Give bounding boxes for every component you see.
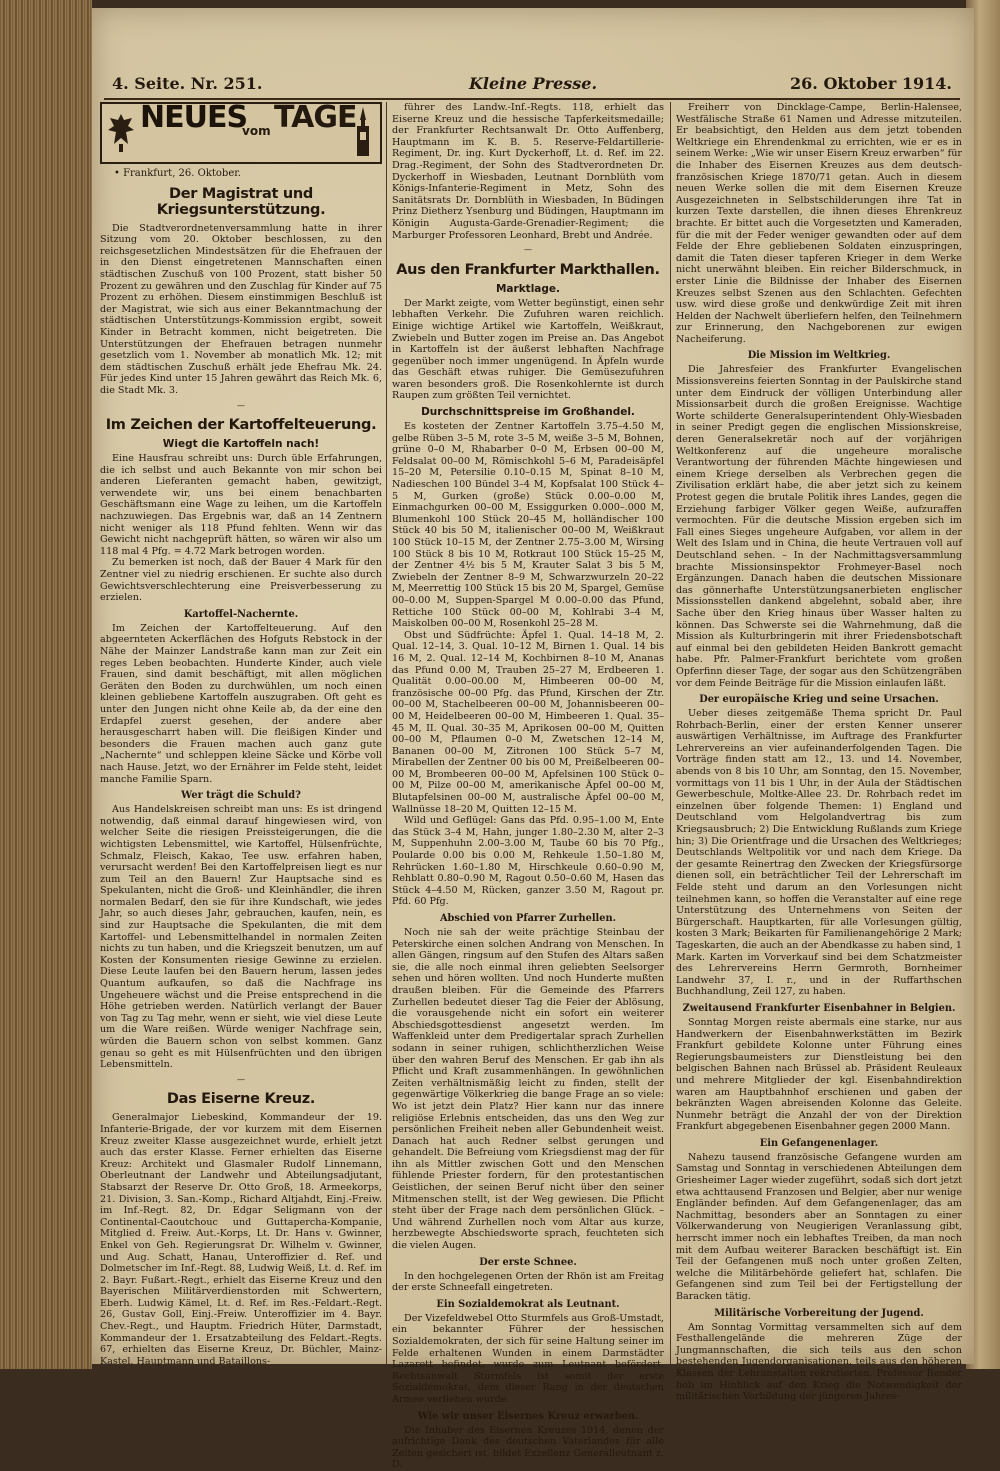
dateline: • Frankfurt, 26. Oktober. [114,168,242,179]
article-subheadline: Wie wir unser Eisernes Kreuz erwarben. [417,1410,639,1422]
article-paragraph: Nahezu tausend französische Gefangene wurden am Samstag und Sonntag in verschiedenen Abteilungen dem Griesheimer Lager wieder zugeführt, sodaß sich dort jetzt etwa achttausend Franzosen und Belgier, aber nur wenige Engländer befinden. Auf dem Gefangenenlager, das am Nachmittag, besonders aber an Sonntagen zu einer Völkerwanderung von Neugierigen Veranlassung gibt, herrscht immer noch ein lebhaftes Treiben, da man noch mit dem Aufbau weiterer Baracken beschäftigt ist. Ein Teil der Gefangenen muß noch unter großen Zelten, welche die Militärbehörde geliefert hat, schlafen. Die Gefangenen sind zum Teil bei der Fertigstellung der Baracken tätig. [676,1151,962,1302]
section-masthead [100,102,382,164]
article-paragraph: Aus Handelskreisen schreibt man uns: Es ist dringend notwendig, daß einmal darauf hingewiesen wird, von welcher Seite die riesigen Preissteigerungen, die die wichtigsten Lebensmittel, wie Kartoffel, Hülsenfrüchte, Schmalz, Fleisch, Kakao, Tee usw. erfahren haben, verursacht werden! Bei den Kartoffelpreisen liegt es nur zum Teil an den Bauern! Zur Hauptsache sind es Spekulanten, nicht die Groß- und Kleinhändler, die ihren normalen Bedarf, den sie für ihre Kundschaft, wie jedes Jahr, so auch dieses Jahr, gebrauchen, kaufen, nein, es sind zur Hauptsache die Spekulanten, die mit dem Kartoffel- und Lebensmittelhandel in normalen Zeiten nichts zu tun haben, und die Kriegszeit benutzen, um auf Kosten der Konsumenten riesige Gewinne zu erzielen. Diese Leute laufen bei den Bauern herum, lassen jedes Quantum aufkaufen, so daß die Nachfrage ins Ungeheuere wächst und die Preise entsprechend in die Höhe getrieben werden. Natürlich verlangt der Bauer von Tag zu Tag mehr, wenn er sieht, wie viel diese Leute um die Ware reißen. Würde weniger Nachfrage sein, würden die Bauern schon von selbst kommen. Ganz genau so geht es mit Hülsenfrüchten und den übrigen Lebensmitteln. [100,804,382,1071]
article-headline: Im Zeichen der Kartoffelteuerung. [105,417,377,434]
article-headline: Das Eiserne Kreuz. [166,1091,316,1108]
separator: — [524,245,532,255]
article-subheadline: Die Mission im Weltkrieg. [747,350,891,362]
article-subheadline: Durchschnittspreise im Großhandel. [421,406,635,419]
article-paragraph: führer des Landw.-Inf.-Regts. 118, erhielt das Eiserne Kreuz und die hessische Tapferkeitsmedaille; der Frankfurter Rechtsanwalt Dr. Otto Auffenberg, Hauptmann im K. B. 5. Reserve-Feldartillerie-Regiment, Dr. ing. Kurt Dyckerhoff, Lt. d. Ref. im 22. Drag.-Regiment, der Sohn des Stadtverordneten Dr. Dyckerhoff in Wiesbaden, Leutnant Dornblüth vom Königs-Infanterie-Regiment in Metz, Sohn des Sanitätsrats Dr. Dornblüth in Wiesbaden, In Büdingen Prinz Dietherz Ysenburg und Büdingen, Hauptmann im Königin Augusta-Garde-Grenadier-Regiment; die Marburger Professoren Leonhard, Brebt und Andrée. [392,102,664,241]
article-subheadline: Ein Gefangenenlager. [759,1137,879,1149]
article-subheadline: Kartoffel-Nachernte. [183,608,299,620]
cathedral-tower-icon [350,106,376,158]
article-subheadline: Ein Sozialdemokrat als Leutnant. [436,1298,620,1310]
book-binding-left [0,0,92,1369]
article-paragraph: In den hochgelegenen Orten der Rhön ist am Freitag der erste Schneefall eingetreten. [392,1270,664,1294]
article-subheadline: Zweitausend Frankfurter Eisenbahner in Belgien. [682,1002,956,1014]
column-1 [100,100,382,1367]
article-paragraph: Im Zeichen der Kartoffelteuerung. Auf den abgeernteten Ackerflächen des Hofguts Rebstock in der Nähe der Mainzer Landstraße kann man zur Zeit ein reges Leben beobachten. Hunderte Kinder, auch viele Frauen, sind damit beschäftigt, mit allen möglichen Geräten den Boden zu durchwühlen, um noch einen kleinen gebliebene Kartoffeln auszugraben. Oft geht es unter den Jungen nicht ohne Keile ab, da der eine den Erdapfel zuerst gesehen, der andere aber herausgescharrt haben will. Die fleißigen Kinder und besonders die Frauen machen auch ganz gute „Nachernte“ und schleppen kleine Säcke und Körbe voll nach Hause. Jetzt, wo der Ernährer im Felde steht, leidet manche Familie Sparn. [100,622,382,785]
masthead-title-b: TAGE [274,100,357,135]
article-paragraph: Es kosteten der Zentner Kartoffeln 3.75–4.50 M, gelbe Rüben 3–5 M, rote 3–5 M, weiße 3–5 M, Bohnen, grüne 0–0 M, Rhabarber 0–0 M, Erbsen 00–00 M, Feldsalat 00–00 M, Römischkohl 5–6 M, Paradeisäpfel 15–20 M, Petersilie 0.10–0.15 M, Spinat 8–10 M, Nadieschen 100 Bündel 3–4 M, Kopfsalat 100 Stück 4–5 M, Gurken (große) Stück 0.00–0.00 M, Einmachgurken 00–00 M, Essiggurken 0.000–.000 M, Blumenkohl 100 Stück 20–45 M, holländischer 100 Stück 40 bis 50 M, italienischer 00–00 M, Weißkraut 100 Stück 10–15 M, der Zentner 2.75–3.00 M, Wirsing 100 Stück 8 bis 10 M, Rotkraut 100 Stück 15–25 M, der Zentner 4½ bis 5 M, Krauter Salat 3 bis 5 M, Zwiebeln der Zentner 8–9 M, Schwarzwurzeln 20–22 M, Meerrettig 100 Stück 15 bis 20 M, Spargel, Gemüse 00–0.00 M, Suppen-Spargel M 0.00–0.00 das Pfund, Rettiche 100 Stück 00–00 M, Kohlrabi 3–4 M, Maiskolben 00–00 M, Rosenkohl 25–28 M. [392,421,664,630]
article-paragraph: Die Stadtverordnetenversammlung hatte in ihrer Sitzung vom 20. Oktober beschlossen, zu den reichsgesetzlichen Mindestsätzen für die Ehefrauen der in den Dienst eingetretenen Mannschaften einen städtischen Zuschuß von 100 Prozent, statt bisher 50 Prozent zu gewähren und den Zuschlag für Kinder auf 75 Prozent zu erhöhen. Diesem einstimmigen Beschluß ist der Magistrat, wie sich aus einer Bekanntmachung der städtischen Unterstützungs-Kommission ergibt, soweit Kinder in Betracht kommen, nicht beigetreten. Die Unterstützungen der Ehefrauen betragen nunmehr gesetzlich vom 1. November ab monatlich Mk. 12; mit dem städtischen Zuschuß erhält jede Ehefrau Mk. 24. Für jedes Kind unter 15 Jahren gewährt das Reich Mk. 6, die Stadt Mk. 3. [100,222,382,396]
article-headline: Aus den Frankfurter Markthallen. [396,261,660,278]
column-3 [676,102,962,1403]
masthead-title-vom: vom [242,124,271,138]
article-paragraph: Freiherr von Dincklage-Campe, Berlin-Halensee, Westfälische Straße 61 Namen und Adresse mitzuteilen. Er beabsichtigt, den Helden aus dem jetzt tobenden Weltkriege ein Ehrendenkmal zu errichten, wie er es in seinem Werke: „Wie wir unser Eisern Kreuz erwarben“ für die Inhaber des Eisernen Kreuzes aus dem deutsch-französischen Kriege 1870/71 getan. Auch in diesem neuen Werke sollen die mit dem Eisernen Kreuze Ausgezeichneten in Selbstschilderungen ihre Tat in kurzen Texte darstellen, die ihnen dieses Ehrenkreuz brachte. Er bittet auch die Vorgesetzten und Kameraden, für die mit der Feder weniger gewandten oder auf dem Felde der Ehre gebliebenen Soldaten einzuspringen, damit die Taten dieser tapferen Krieger in dem Werke nicht unerwähnt bleiben. Ein reicher Bilderschmuck, in erster Linie die Bildnisse der Inhaber des Eisernen Kreuzes selbst Szenen aus den Schlachten. Gefechten usw. wird diese große und denkwürdige Zeit mit ihren Helden der Nachwelt überliefern helfen, den Teilnehmern zur Erinnerung, den Nachgeborenen zur ewigen Nacheiferung. [676,102,962,345]
article-paragraph: Generalmajor Liebeskind, Kommandeur der 19. Infanterie-Brigade, der vor kurzem mit dem Eisernen Kreuz zweiter Klasse ausgezeichnet wurde, erhielt jetzt auch das erster Klasse. Ferner erhielten das Eiserne Kreuz: Architekt und Glasmaler Rudolf Linnemann, Oberleutnant der Landwehr und Abteilungsadjutant, Stabsarzt der Reserve Dr. Otto Groß, 18. Armeekorps, 21. Division, 3. San.-Komp., Richard Altjahdt, Einj.-Freiw. im Inf.-Regt. 82, Dr. Edgar Seligmann von der Continental-Caoutchouc und Guttapercha-Kompanie, Mitglied d. Freiw. Aut.-Korps, Lt. Dr. Hans v. Gwinner, Enkel von Geh. Regierungsrat Dr. Wilhelm v. Gwinner, und Aug. Schatt, Hanau, Unteroffizier d. Ref. und Dolmetscher im Inf.-Regt. 88, Ludwig Weiß, Lt. d. Ref. im 2. Bayr. Fußart.-Regt., erhielt das Eiserne Kreuz und den Bayerischen Militärverdienstorden mit Schwertern, Eberh. Ludwig Kämel, Lt. d. Ref. im Res.-Feldart.-Regt. 26, Gustav Goll, Einj.-Freiw. Unteroffizier im 4. Bayr. Chev.-Regt., und Hauptm. Friedrich Hüter, Darmstadt, Kommandeur der 1. Ersatzabteilung des Feldart.-Regts. 67, erhielten das Eiserne Kreuz, Dr. Büchler, Mainz-Kastel, Hauptmann und Bataillons- [100,1112,382,1367]
article-subheadline: Wer trägt die Schuld? [181,790,301,802]
column-2 [392,102,664,1471]
page-number: 4. Seite. Nr. 251. [112,74,263,93]
article-paragraph: Ueber dieses zeitgemäße Thema spricht Dr. Paul Rohrbach-Berlin, einer der ersten Kenner unserer auswärtigen Verhältnisse, im Auftrage des Frankfurter Lehrervereins an vier aufeinanderfolgenden Tagen. Die Vorträge finden statt am 12., 13. und 14. November, abends von 8 bis 10 Uhr, am Sonntag, den 15. November, vormittags von 11 bis 1 Uhr, in der Aula der Städtischen Gewerbeschule, Moltke-Allee 23. Dr. Rohrbach redet im einzelnen über folgende Themen: 1) England und Deutschland vom Helgolandvertrag bis zum Kriegsausbruch; 2) Die Entwicklung Rußlands zum Kriege hin; 3) Die Orientfrage und die Ursachen des Weltkrieges; Deutschlands Weltpolitik vor und nach dem Kriege. Da der gesamte Reinertrag den Zwecken der Kriegsfürsorge dienen soll, ein beträchtlicher Teil der Lehrerschaft im Felde steht und darum an den Vorlesungen nicht teilnehmen kann, so hoffen die Veranstalter auf eine rege Unterstützung des Unternehmens von Seiten der Bürgerschaft. Hauptkarten, für alle Vorlesungen gültig, kosten 3 Mark; Beikarten für Familienangehörige 2 Mark; Tageskarten, die auch an der Abendkasse zu haben sind, 1 Mark. Karten im Vorverkauf sind bei dem Schatzmeister des Lehrervereins Herrn Germroth, Bornheimer Landwehr 37, I. r., und in der Ruffarthschen Buchhandlung, Zeil 127, zu haben. [676,708,962,998]
article-paragraph: Der Markt zeigte, vom Wetter begünstigt, einen sehr lebhaften Verkehr. Die Zufuhren waren reichlich. Einige wichtige Artikel wie Kartoffeln, Weißkraut, Zwiebeln und Butter zogen im Preise an. Das Angebot in Kartoffeln ist der äußerst lebhaften Nachfrage gegenüber noch immer ungenügend. In Äpfeln wurde das Geschäft etwas ruhiger. Die Gemüsezufuhren waren besonders groß. Die Rosenkohlernte ist durch Raupen zum größten Teil vernichtet. [392,297,664,402]
page-header [104,70,960,96]
column-divider [670,102,671,1364]
article-paragraph: Noch nie sah der weite prächtige Steinbau der Peterskirche einen solchen Andrang von Menschen. In allen Gängen, ringsum auf den Stufen des Altars saßen sie, die alle noch einmal ihren geliebten Seelsorger sehen und hören wollten. Und noch Hunderte mußten draußen bleiben. Für die Gemeinde des Pfarrers Zurhellen bedeutet dieser Tag die Feier der Ablösung, die vorausgehende nicht ein sofort ein weiterer Abschiedsgottesdienst angesetzt werden. Im Waffenkleid unter dem Predigertalar sprach Zurhellen sodann in seiner ruhigen, schlichtherzlichen Weise über den wahren Beruf des Menschen. Er gab ihn als Pflicht und Kraft zusammenhängen. In gewöhnlichen Zeiten verhältnismäßig leicht zu finden, stellt der gegenwärtige Völkerkrieg die bange Frage an so viele: Wo ist jetzt dein Platz? Hier kann nur das innere religiöse Erlebnis entscheiden, das uns den Weg zur persönlichen Freiheit neben aller Gebundenheit weist. Danach hat auch Redner selbst gerungen und gehandelt. Die Befreiung vom Kriegsdienst mag der für ihn als Mittler zwischen Gott und den Menschen fühlende Priester fordern, für den protestantischen Geistlichen, der seinen Beruf nicht über den seiner Mitmenschen stellt, ist der Weg gewiesen. Die Pflicht steht über der Frage nach dem persönlichen Glück. – Und während Zurhellen noch vom Altar aus kurze, herzbewegte Abschiedsworte sprach, feuchteten sich die vielen Augen. [392,927,664,1252]
article-paragraph: Die Jahresfeier des Frankfurter Evangelischen Missionsvereins feierten Sonntag in der Paulskirche stand unter dem Eindruck der völligen Unterbindung aller Missionsarbeit durch die großen Ereignisse. Wachtige Worte schilderte Generalsuperintendent Ohly-Wiesbaden in seiner Predigt gegen die englischen Missionskreise, deren Generalsekretär noch auf der vorjährigen Weltkonferenz auf die ungeheure moralische Verantwortung der führenden Mächte hingewiesen und einem Kriege derselben als Verbrechen gegen die Zivilisation erklärt habe, die aber jetzt sich zu keinem Protest gegen die brutale Politik ihres Landes, gegen die Erziehung farbiger Völker gegen Weiße, aufzuraffen vermochten. Für die deutsche Mission ergeben sich im Fall eines Sieges ungeheure Aufgaben, vor allem in der Welt des Islam und in China, die heute Vertrauen voll auf Deutschland sehen. – In der Nachmittagsversammlung brachte Missionsinspektor Frohmeyer-Basel noch Ergänzungen. Danach haben die deutschen Missionare das gönnerhafte Unterstützungsanerbieten englischer Missionsstellen dankend abgelehnt, sobald aber, ihre Sache über den Krieg hinaus über Wasser halten zu können. Das Schwerste sei die Wahrnehmung, daß die Mission als Kulturbringerin mit ihrer Friedensbotschaft auf einmal bei den gebildeten Heiden Bankrott gemacht habe. Pfr. Palmer-Frankfurt berichtete vom großen Opferfinn dieser Tage, der sogar aus den Schützengräben vor dem Feinde Beiträge für die Mission einlaufen läßt. [676,364,962,689]
article-subheadline: Abschied von Pfarrer Zurhellen. [439,913,617,924]
article-subheadline: Wiegt die Kartoffeln nach! [162,438,320,451]
newspaper-name: Kleine Presse. [469,74,598,93]
eagle-emblem-icon [106,110,136,154]
masthead-title-a: NEUES [140,100,248,135]
article-subheadline: Militärische Vorbereitung der Jugend. [714,1307,924,1319]
column-divider [386,102,387,1364]
article-subheadline: Der europäische Krieg und seine Ursachen. [699,694,939,706]
article-paragraph: Am Sonntag Vormittag versammelten sich auf dem Festhallengelände die mehreren Züge der Jungmannschaften, die sich teils aus den schon bestehenden Jugendorganisationen, teils aus den höheren Klassen der Lehranstalten rekrutierten. Professor Bender hob im Hinblick auf den Krieg die Notwendigkeit der militärischen Vorbildung der jüngeren Jahres- [676,1321,962,1403]
article-paragraph: Der Vizefeldwebel Otto Sturmfels aus Groß-Umstadt, ein bekannter Führer der hessischen Sozialdemokraten, der sich für seine Haltung seiner im Felde erhaltenen Wunden in einem Darmstädter Lazarett befindet, wurde zum Leutnant befördert. Rechtsanwalt Sturmfels ist somit der erste Sozialdemokrat, dem dieser Rang in der deutschen Armee verliehen wurde. [392,1312,664,1405]
article-paragraph: Die Inhaber des Eisernen Kreuzes 1914, denen der aufrichtige Dank des deutschen Vaterlandes für alle Zeiten gesichert ist, bildet Exzellenz Generalleutnant z. D. [392,1424,664,1471]
newspaper-page [92,8,974,1471]
article-paragraph: Obst und Südfrüchte: Äpfel 1. Qual. 14–18 M, 2. Qual. 12–14, 3. Qual. 10–12 M, Birnen 1. Qual. 14 bis 16 M, 2. Qual. 12–14 M, Kochbirnen 8–10 M, Ananas das Pfund 0.00 M, Trauben 25–27 M, Erdbeeren 1. Qualität 0.00–00.00 M, Himbeeren 00–00 M, französische 00–00 Pfg. das Pfund, Kirschen der Ztr. 00–00 M, Stachelbeeren 00–00 M, Johannisbeeren 00–00 M, Heidelbeeren 00–00 M, Himbeeren 1. Qual. 35–45 M, II. Qual. 30–35 M, Aprikosen 00–00 M, Quitten 00–00 M, Pflaumen 0–0 M, Zwetschen 12–14 M, Bananen 00–00 M, Zitronen 100 Stück 5–7 M, Mirabellen der Zentner 00 bis 00 M, Preißelbeeren 00–00 M, Brombeeren 00–00 M, Apfelsinen 100 Stück 0–00 M, Pilze 00–00 M, amerikanische Äpfel 00–00 M, Blutapfelsinen 00–00 M, australische Äpfel 00–00 M, Wallnüsse 18–20 M, Quitten 12–15 M. [392,629,664,815]
article-subheadline: Marktlage. [495,282,561,295]
issue-date: 26. Oktober 1914. [790,74,952,93]
article-paragraph: Eine Hausfrau schreibt uns: Durch üble Erfahrungen, die ich selbst und auch Bekannte von mir schon bei anderen Lieferanten gemacht haben, gewitzigt, verwendete wir, uns bei einem benachbarten Geschäftsmann eine Wage zu leihen, um die Kartoffeln nachzuwiegen. Das Ergebnis war, daß an 14 Zentnern nicht weniger als 118 Pfund fehlten. Wenn wir das Gewicht nicht nachgeprüft hätten, so wären wir also um 118 mal 4 Pfg. = 4.72 Mark betrogen worden. [100,453,382,557]
article-paragraph: Zu bemerken ist noch, daß der Bauer 4 Mark für den Zentner viel zu niedrig erschienen. Er suchte also durch Gewichtsverschlechterung eine Preisverbesserung zu erzielen. [100,557,382,604]
article-subheadline: Der erste Schnee. [479,1256,577,1268]
separator: — [237,400,245,410]
article-paragraph: Wild und Geflügel: Gans das Pfd. 0.95–1.00 M, Ente das Stück 3–4 M, Hahn, junger 1.80–2.30 M, alter 2–3 M, Suppenhuhn 2.00–3.00 M, Taube 60 bis 70 Pfg., Poularde 0.00 bis 0.00 M, Rehkeule 1.50–1.80 M, Rehrücken 1.60–1.80 M, Hirschkeule 0.60–0.90 M, Rehblatt 0.80–0.90 M, Ragout 0.50–0.60 M, Hasen das Stück 4–4.50 M, Rücken, ganzer 3.50 M, Ragout pr. Pfd. 60 Pfg. [392,815,664,908]
separator: — [237,1074,245,1084]
article-paragraph: Sonntag Morgen reiste abermals eine starke, nur aus Handwerkern der Eisenbahnwerkstätten im Bezirk Frankfurt gebildete Kolonne unter Führung eines Regierungsbaumeisters zur Dienstleistung bei den belgischen Bahnen nach Brüssel ab. Präsident Reuleaux und mehrere Mitglieder der kgl. Eisenbahndirektion waren am Hauptbahnhof erschienen und gaben der bekränzten Wagen abreisenden Kolonne das Geleite. Nunmehr beträgt die Anzahl der von der Direktion Frankfurt abgegebenen Eisenbahner gegen 2000 Mann. [676,1016,962,1133]
article-headline: Der Magistrat und Kriegsunterstützung. [156,185,326,218]
